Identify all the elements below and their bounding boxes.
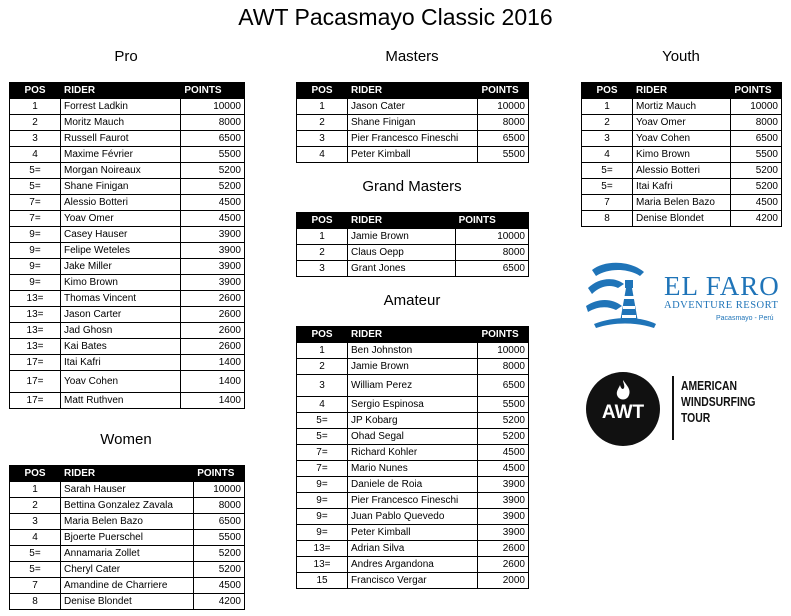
rider-cell: Denise Blondet <box>61 594 194 610</box>
position-cell: 5= <box>582 179 633 195</box>
points-cell: 4500 <box>478 445 529 461</box>
table-row <box>297 115 529 131</box>
masters-results-table <box>296 82 529 163</box>
points-cell: 4500 <box>194 578 245 594</box>
points-cell: 6500 <box>731 131 782 147</box>
table-row <box>10 323 245 339</box>
position-cell: 9= <box>10 227 61 243</box>
table-row <box>297 541 529 557</box>
points-cell: 10000 <box>478 343 529 359</box>
rider-cell: Sergio Espinosa <box>348 397 478 413</box>
column-header-points: POINTS <box>478 327 529 343</box>
points-cell: 6500 <box>455 261 528 277</box>
table-row <box>10 115 245 131</box>
points-cell: 6500 <box>478 375 529 397</box>
table-row <box>297 229 529 245</box>
amateur-results-table <box>296 326 529 589</box>
position-cell: 1 <box>297 229 348 245</box>
rider-cell: Itai Kafri <box>61 355 181 371</box>
position-cell: 9= <box>297 525 348 541</box>
table-row <box>10 99 245 115</box>
position-cell: 13= <box>297 557 348 573</box>
rider-cell: Claus Oepp <box>348 245 456 261</box>
rider-cell: Jake Miller <box>61 259 181 275</box>
points-cell: 5200 <box>478 413 529 429</box>
table-row <box>10 578 245 594</box>
rider-cell: Alessio Botteri <box>61 195 181 211</box>
column-header-rider: RIDER <box>61 83 181 99</box>
rider-cell: Maria Belen Bazo <box>633 195 731 211</box>
column-header-pos: POS <box>297 83 348 99</box>
rider-cell: Jamie Brown <box>348 229 456 245</box>
rider-cell: Grant Jones <box>348 261 456 277</box>
table-row <box>297 557 529 573</box>
points-cell: 5200 <box>194 546 245 562</box>
rider-cell: Morgan Noireaux <box>61 163 181 179</box>
table-row <box>582 195 782 211</box>
section-title-amateur: Amateur <box>383 292 441 309</box>
position-cell: 5= <box>10 179 61 195</box>
position-cell: 7 <box>10 578 61 594</box>
position-cell: 2 <box>10 498 61 514</box>
table-row <box>10 147 245 163</box>
points-cell: 5200 <box>194 562 245 578</box>
rider-cell: Kimo Brown <box>633 147 731 163</box>
rider-cell: Pier Francesco Fineschi <box>348 131 478 147</box>
position-cell: 17= <box>10 393 61 409</box>
table-row <box>297 359 529 375</box>
column-header-pos: POS <box>297 213 348 229</box>
table-row <box>297 461 529 477</box>
table-row <box>297 131 529 147</box>
column-header-points: POINTS <box>194 466 245 482</box>
table-row <box>297 413 529 429</box>
rider-cell: Thomas Vincent <box>61 291 181 307</box>
position-cell: 7 <box>582 195 633 211</box>
column-header-pos: POS <box>10 83 61 99</box>
section-title-women: Women <box>100 431 152 448</box>
points-cell: 6500 <box>194 514 245 530</box>
rider-cell: Sarah Hauser <box>61 482 194 498</box>
table-row <box>10 393 245 409</box>
youth-results-table <box>581 82 782 227</box>
points-cell: 8000 <box>478 115 529 131</box>
points-cell: 8000 <box>731 115 782 131</box>
points-cell: 6500 <box>478 131 529 147</box>
awt-wordmark-line3: TOUR <box>681 410 711 425</box>
rider-cell: Kai Bates <box>61 339 181 355</box>
rider-cell: Moritz Mauch <box>61 115 181 131</box>
position-cell: 1 <box>10 99 61 115</box>
rider-cell: Richard Kohler <box>348 445 478 461</box>
points-cell: 2600 <box>181 323 245 339</box>
rider-cell: Alessio Botteri <box>633 163 731 179</box>
awt-divider <box>672 376 674 440</box>
table-row <box>297 397 529 413</box>
points-cell: 5500 <box>194 530 245 546</box>
points-cell: 8000 <box>181 115 245 131</box>
points-cell: 10000 <box>181 99 245 115</box>
rider-cell: Yoav Omer <box>633 115 731 131</box>
position-cell: 3 <box>297 375 348 397</box>
header-row <box>10 83 245 99</box>
points-cell: 10000 <box>194 482 245 498</box>
rider-cell: Yoav Omer <box>61 211 181 227</box>
table-row <box>10 291 245 307</box>
rider-cell: Ben Johnston <box>348 343 478 359</box>
rider-cell: Forrest Ladkin <box>61 99 181 115</box>
table-row <box>297 343 529 359</box>
page-title: AWT Pacasmayo Classic 2016 <box>238 4 553 30</box>
rider-cell: Juan Pablo Quevedo <box>348 509 478 525</box>
table-row <box>297 245 529 261</box>
rider-cell: Denise Blondet <box>633 211 731 227</box>
position-cell: 9= <box>297 477 348 493</box>
points-cell: 10000 <box>478 99 529 115</box>
position-cell: 9= <box>10 259 61 275</box>
position-cell: 2 <box>10 115 61 131</box>
rider-cell: Kimo Brown <box>61 275 181 291</box>
position-cell: 17= <box>10 355 61 371</box>
position-cell: 4 <box>297 397 348 413</box>
awt-wordmark-line1: AMERICAN <box>681 378 738 393</box>
position-cell: 5= <box>297 429 348 445</box>
points-cell: 3900 <box>478 493 529 509</box>
rider-cell: Maria Belen Bazo <box>61 514 194 530</box>
position-cell: 7= <box>297 461 348 477</box>
table-row <box>297 573 529 589</box>
points-cell: 3900 <box>181 259 245 275</box>
position-cell: 4 <box>10 530 61 546</box>
column-header-points: POINTS <box>731 83 782 99</box>
points-cell: 10000 <box>731 99 782 115</box>
table-row <box>10 482 245 498</box>
awt-wordmark-line2: WINDSURFING <box>681 394 756 409</box>
table-row <box>10 307 245 323</box>
rider-cell: Francisco Vergar <box>348 573 478 589</box>
position-cell: 13= <box>10 307 61 323</box>
points-cell: 2000 <box>478 573 529 589</box>
awt-logo <box>586 372 766 448</box>
position-cell: 5= <box>10 163 61 179</box>
table-row <box>582 163 782 179</box>
points-cell: 5200 <box>181 163 245 179</box>
position-cell: 15 <box>297 573 348 589</box>
rider-cell: Andres Argandona <box>348 557 478 573</box>
header-row <box>582 83 782 99</box>
position-cell: 13= <box>10 323 61 339</box>
table-row <box>297 99 529 115</box>
position-cell: 9= <box>297 493 348 509</box>
rider-cell: Matt Ruthven <box>61 393 181 409</box>
women-results-table <box>9 465 245 610</box>
table-row <box>10 562 245 578</box>
points-cell: 4500 <box>181 195 245 211</box>
points-cell: 4500 <box>478 461 529 477</box>
points-cell: 8000 <box>455 245 528 261</box>
table-row <box>10 498 245 514</box>
section-title-youth: Youth <box>662 48 700 65</box>
position-cell: 9= <box>297 509 348 525</box>
column-header-rider: RIDER <box>348 213 456 229</box>
rider-cell: Casey Hauser <box>61 227 181 243</box>
section-title-grand-masters: Grand Masters <box>362 178 462 195</box>
table-row <box>10 243 245 259</box>
table-row <box>582 211 782 227</box>
rider-cell: Jason Carter <box>61 307 181 323</box>
position-cell: 3 <box>10 131 61 147</box>
points-cell: 5200 <box>731 179 782 195</box>
rider-cell: Pier Francesco Fineschi <box>348 493 478 509</box>
table-row <box>10 131 245 147</box>
points-cell: 2600 <box>181 307 245 323</box>
table-row <box>10 195 245 211</box>
rider-cell: Yoav Cohen <box>61 371 181 393</box>
points-cell: 2600 <box>478 541 529 557</box>
awt-wordmark <box>681 378 756 426</box>
table-row <box>10 211 245 227</box>
section-title-pro: Pro <box>114 48 138 65</box>
position-cell: 1 <box>297 343 348 359</box>
position-cell: 5= <box>10 546 61 562</box>
table-row <box>10 275 245 291</box>
rider-cell: JP Kobarg <box>348 413 478 429</box>
column-header-pos: POS <box>582 83 633 99</box>
table-row <box>297 525 529 541</box>
position-cell: 3 <box>297 261 348 277</box>
points-cell: 2600 <box>181 339 245 355</box>
position-cell: 2 <box>297 115 348 131</box>
points-cell: 5200 <box>731 163 782 179</box>
points-cell: 1400 <box>181 371 245 393</box>
section-title-masters: Masters <box>385 48 439 65</box>
points-cell: 5500 <box>478 397 529 413</box>
table-row <box>297 147 529 163</box>
points-cell: 6500 <box>181 131 245 147</box>
table-row <box>10 530 245 546</box>
rider-cell: Mario Nunes <box>348 461 478 477</box>
position-cell: 17= <box>10 371 61 393</box>
table-row <box>10 179 245 195</box>
rider-cell: Annamaria Zollet <box>61 546 194 562</box>
points-cell: 10000 <box>455 229 528 245</box>
rider-cell: Maxime Février <box>61 147 181 163</box>
position-cell: 1 <box>582 99 633 115</box>
position-cell: 8 <box>582 211 633 227</box>
table-row <box>582 115 782 131</box>
table-row <box>10 227 245 243</box>
column-header-pos: POS <box>10 466 61 482</box>
rider-cell: Bjoerte Puerschel <box>61 530 194 546</box>
rider-cell: Itai Kafri <box>633 179 731 195</box>
rider-cell: Peter Kimball <box>348 147 478 163</box>
points-cell: 5500 <box>731 147 782 163</box>
position-cell: 3 <box>10 514 61 530</box>
position-cell: 3 <box>582 131 633 147</box>
el-faro-location: Pacasmayo - Perú <box>716 315 774 322</box>
table-row <box>10 163 245 179</box>
points-cell: 4500 <box>731 195 782 211</box>
points-cell: 5500 <box>478 147 529 163</box>
column-header-rider: RIDER <box>348 327 478 343</box>
rider-cell: Daniele de Roia <box>348 477 478 493</box>
points-cell: 3900 <box>478 509 529 525</box>
position-cell: 3 <box>297 131 348 147</box>
column-header-rider: RIDER <box>633 83 731 99</box>
points-cell: 8000 <box>478 359 529 375</box>
column-header-pos: POS <box>297 327 348 343</box>
rider-cell: Shane Finigan <box>61 179 181 195</box>
table-row <box>582 179 782 195</box>
grand-masters-results-table <box>296 212 529 277</box>
rider-cell: William Perez <box>348 375 478 397</box>
position-cell: 5= <box>10 562 61 578</box>
table-row <box>297 477 529 493</box>
header-row <box>297 213 529 229</box>
points-cell: 5500 <box>181 147 245 163</box>
rider-cell: Ohad Segal <box>348 429 478 445</box>
points-cell: 4500 <box>181 211 245 227</box>
table-row <box>582 99 782 115</box>
position-cell: 2 <box>297 245 348 261</box>
points-cell: 3900 <box>181 227 245 243</box>
position-cell: 1 <box>297 99 348 115</box>
position-cell: 7= <box>10 195 61 211</box>
el-faro-subtitle: ADVENTURE RESORT <box>664 300 779 311</box>
column-header-points: POINTS <box>478 83 529 99</box>
table-row <box>10 371 245 393</box>
position-cell: 5= <box>297 413 348 429</box>
column-header-points: POINTS <box>455 213 528 229</box>
awt-mark: AWT <box>601 402 645 423</box>
position-cell: 8 <box>10 594 61 610</box>
table-row <box>10 355 245 371</box>
points-cell: 5200 <box>478 429 529 445</box>
flame-icon <box>613 380 633 402</box>
rider-cell: Cheryl Cater <box>61 562 194 578</box>
header-row <box>10 466 245 482</box>
table-row <box>297 375 529 397</box>
points-cell: 2600 <box>478 557 529 573</box>
column-header-points: POINTS <box>181 83 245 99</box>
el-faro-name: EL FARO <box>664 271 780 301</box>
points-cell: 5200 <box>181 179 245 195</box>
rider-cell: Adrian Silva <box>348 541 478 557</box>
table-row <box>297 445 529 461</box>
points-cell: 3900 <box>478 477 529 493</box>
table-row <box>10 546 245 562</box>
table-row <box>582 131 782 147</box>
position-cell: 7= <box>10 211 61 227</box>
position-cell: 7= <box>297 445 348 461</box>
position-cell: 1 <box>10 482 61 498</box>
points-cell: 1400 <box>181 355 245 371</box>
position-cell: 13= <box>10 339 61 355</box>
rider-cell: Peter Kimball <box>348 525 478 541</box>
position-cell: 13= <box>297 541 348 557</box>
points-cell: 3900 <box>181 243 245 259</box>
position-cell: 2 <box>582 115 633 131</box>
pro-results-table <box>9 82 245 409</box>
position-cell: 13= <box>10 291 61 307</box>
position-cell: 5= <box>582 163 633 179</box>
table-row <box>10 259 245 275</box>
rider-cell: Felipe Weteles <box>61 243 181 259</box>
table-row <box>297 429 529 445</box>
points-cell: 4200 <box>194 594 245 610</box>
position-cell: 4 <box>582 147 633 163</box>
table-row <box>297 261 529 277</box>
table-row <box>582 147 782 163</box>
rider-cell: Shane Finigan <box>348 115 478 131</box>
table-row <box>297 509 529 525</box>
points-cell: 4200 <box>731 211 782 227</box>
position-cell: 2 <box>297 359 348 375</box>
header-row <box>297 83 529 99</box>
points-cell: 1400 <box>181 393 245 409</box>
header-row <box>297 327 529 343</box>
position-cell: 9= <box>10 243 61 259</box>
rider-cell: Jason Cater <box>348 99 478 115</box>
table-row <box>297 493 529 509</box>
table-row <box>10 339 245 355</box>
rider-cell: Jamie Brown <box>348 359 478 375</box>
rider-cell: Russell Faurot <box>61 131 181 147</box>
position-cell: 4 <box>297 147 348 163</box>
rider-cell: Jad Ghosn <box>61 323 181 339</box>
position-cell: 9= <box>10 275 61 291</box>
table-row <box>10 594 245 610</box>
rider-cell: Amandine de Charriere <box>61 578 194 594</box>
table-row <box>10 514 245 530</box>
rider-cell: Mortiz Mauch <box>633 99 731 115</box>
points-cell: 8000 <box>194 498 245 514</box>
column-header-rider: RIDER <box>61 466 194 482</box>
points-cell: 3900 <box>478 525 529 541</box>
column-header-rider: RIDER <box>348 83 478 99</box>
position-cell: 4 <box>10 147 61 163</box>
el-faro-logo <box>584 258 780 332</box>
rider-cell: Bettina Gonzalez Zavala <box>61 498 194 514</box>
rider-cell: Yoav Cohen <box>633 131 731 147</box>
points-cell: 3900 <box>181 275 245 291</box>
points-cell: 2600 <box>181 291 245 307</box>
